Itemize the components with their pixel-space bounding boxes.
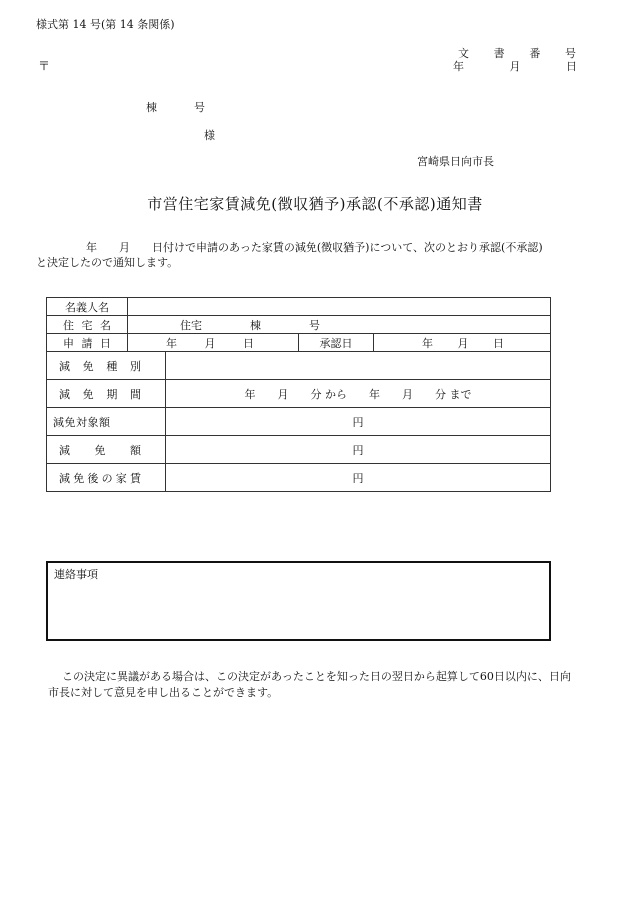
holder-name-label: 名義人名 [47, 298, 128, 316]
intro-month: 月 [119, 241, 130, 254]
postal-mark: 〒 [38, 59, 51, 73]
notice-line2: 市長に対して意見を申し出ることができます。 [48, 686, 279, 699]
reduction-period-value[interactable]: 年 月 分 から 年 月 分 まで [166, 380, 551, 408]
table-row [47, 380, 551, 408]
recipient-building [146, 99, 205, 115]
table-row [47, 436, 551, 464]
table-row [47, 352, 551, 380]
docnum-char: 号 [564, 47, 576, 60]
contact-notes-label: 連絡事項 [54, 568, 98, 581]
issue-date [453, 58, 577, 74]
reduction-amount-label: 減 免 額 [47, 436, 166, 464]
issuer-name: 宮崎県日向市長 [417, 155, 494, 168]
intro-line2: と決定したので通知します。 [36, 256, 179, 269]
reduction-type-value[interactable] [166, 352, 551, 380]
application-date-label: 申 請 日 [47, 334, 128, 352]
docnum-char: 文 [458, 47, 469, 60]
rent-after-reduction-label: 減 免 後 の 家 賃 [47, 464, 166, 492]
table-row [47, 464, 551, 492]
table-row [47, 408, 551, 436]
intro-year: 年 [86, 241, 97, 254]
housing-name-value[interactable]: 住宅 棟 号 [128, 316, 551, 334]
housing-name-label: 住 宅 名 [47, 316, 128, 334]
date-year: 年 [453, 60, 464, 73]
form-reference: 様式第 14 号(第 14 条関係) [36, 18, 175, 31]
reduction-amount-value[interactable]: 円 [166, 436, 551, 464]
room-char: 号 [194, 101, 205, 114]
notice-line1: この決定に異議がある場合は、この決定があったことを知った日の翌日から起算して60日以内に、日向 [62, 670, 571, 683]
details-table [46, 297, 551, 492]
approval-date-value[interactable]: 年 月 日 [374, 334, 551, 352]
reduction-period-label: 減 免 期 間 [47, 380, 166, 408]
reduction-target-label: 減免対象額 [47, 408, 166, 436]
application-date-value[interactable]: 年 月 日 [128, 334, 299, 352]
table-row [47, 316, 551, 334]
table-row [47, 334, 551, 352]
contact-notes-box[interactable] [46, 561, 551, 641]
date-month: 月 [509, 60, 521, 73]
table-row [47, 298, 551, 316]
docnum-char: 番 [529, 47, 541, 60]
reduction-target-value[interactable]: 円 [166, 408, 551, 436]
docnum-char: 書 [493, 47, 505, 60]
reduction-type-label: 減 免 種 別 [47, 352, 166, 380]
intro-line1: 日付けで申請のあった家賃の減免(徴収猶予)について、次のとおり承認(不承認) [152, 241, 543, 254]
intro-paragraph [36, 240, 588, 270]
recipient-honorific: 様 [204, 129, 215, 142]
building-char: 棟 [146, 101, 157, 114]
objection-notice [48, 669, 588, 701]
date-day: 日 [566, 60, 577, 73]
approval-date-label: 承認日 [299, 334, 374, 352]
rent-after-reduction-value[interactable]: 円 [166, 464, 551, 492]
document-title: 市営住宅家賃減免(徴収猶予)承認(不承認)通知書 [147, 195, 483, 213]
holder-name-value[interactable] [128, 298, 551, 316]
